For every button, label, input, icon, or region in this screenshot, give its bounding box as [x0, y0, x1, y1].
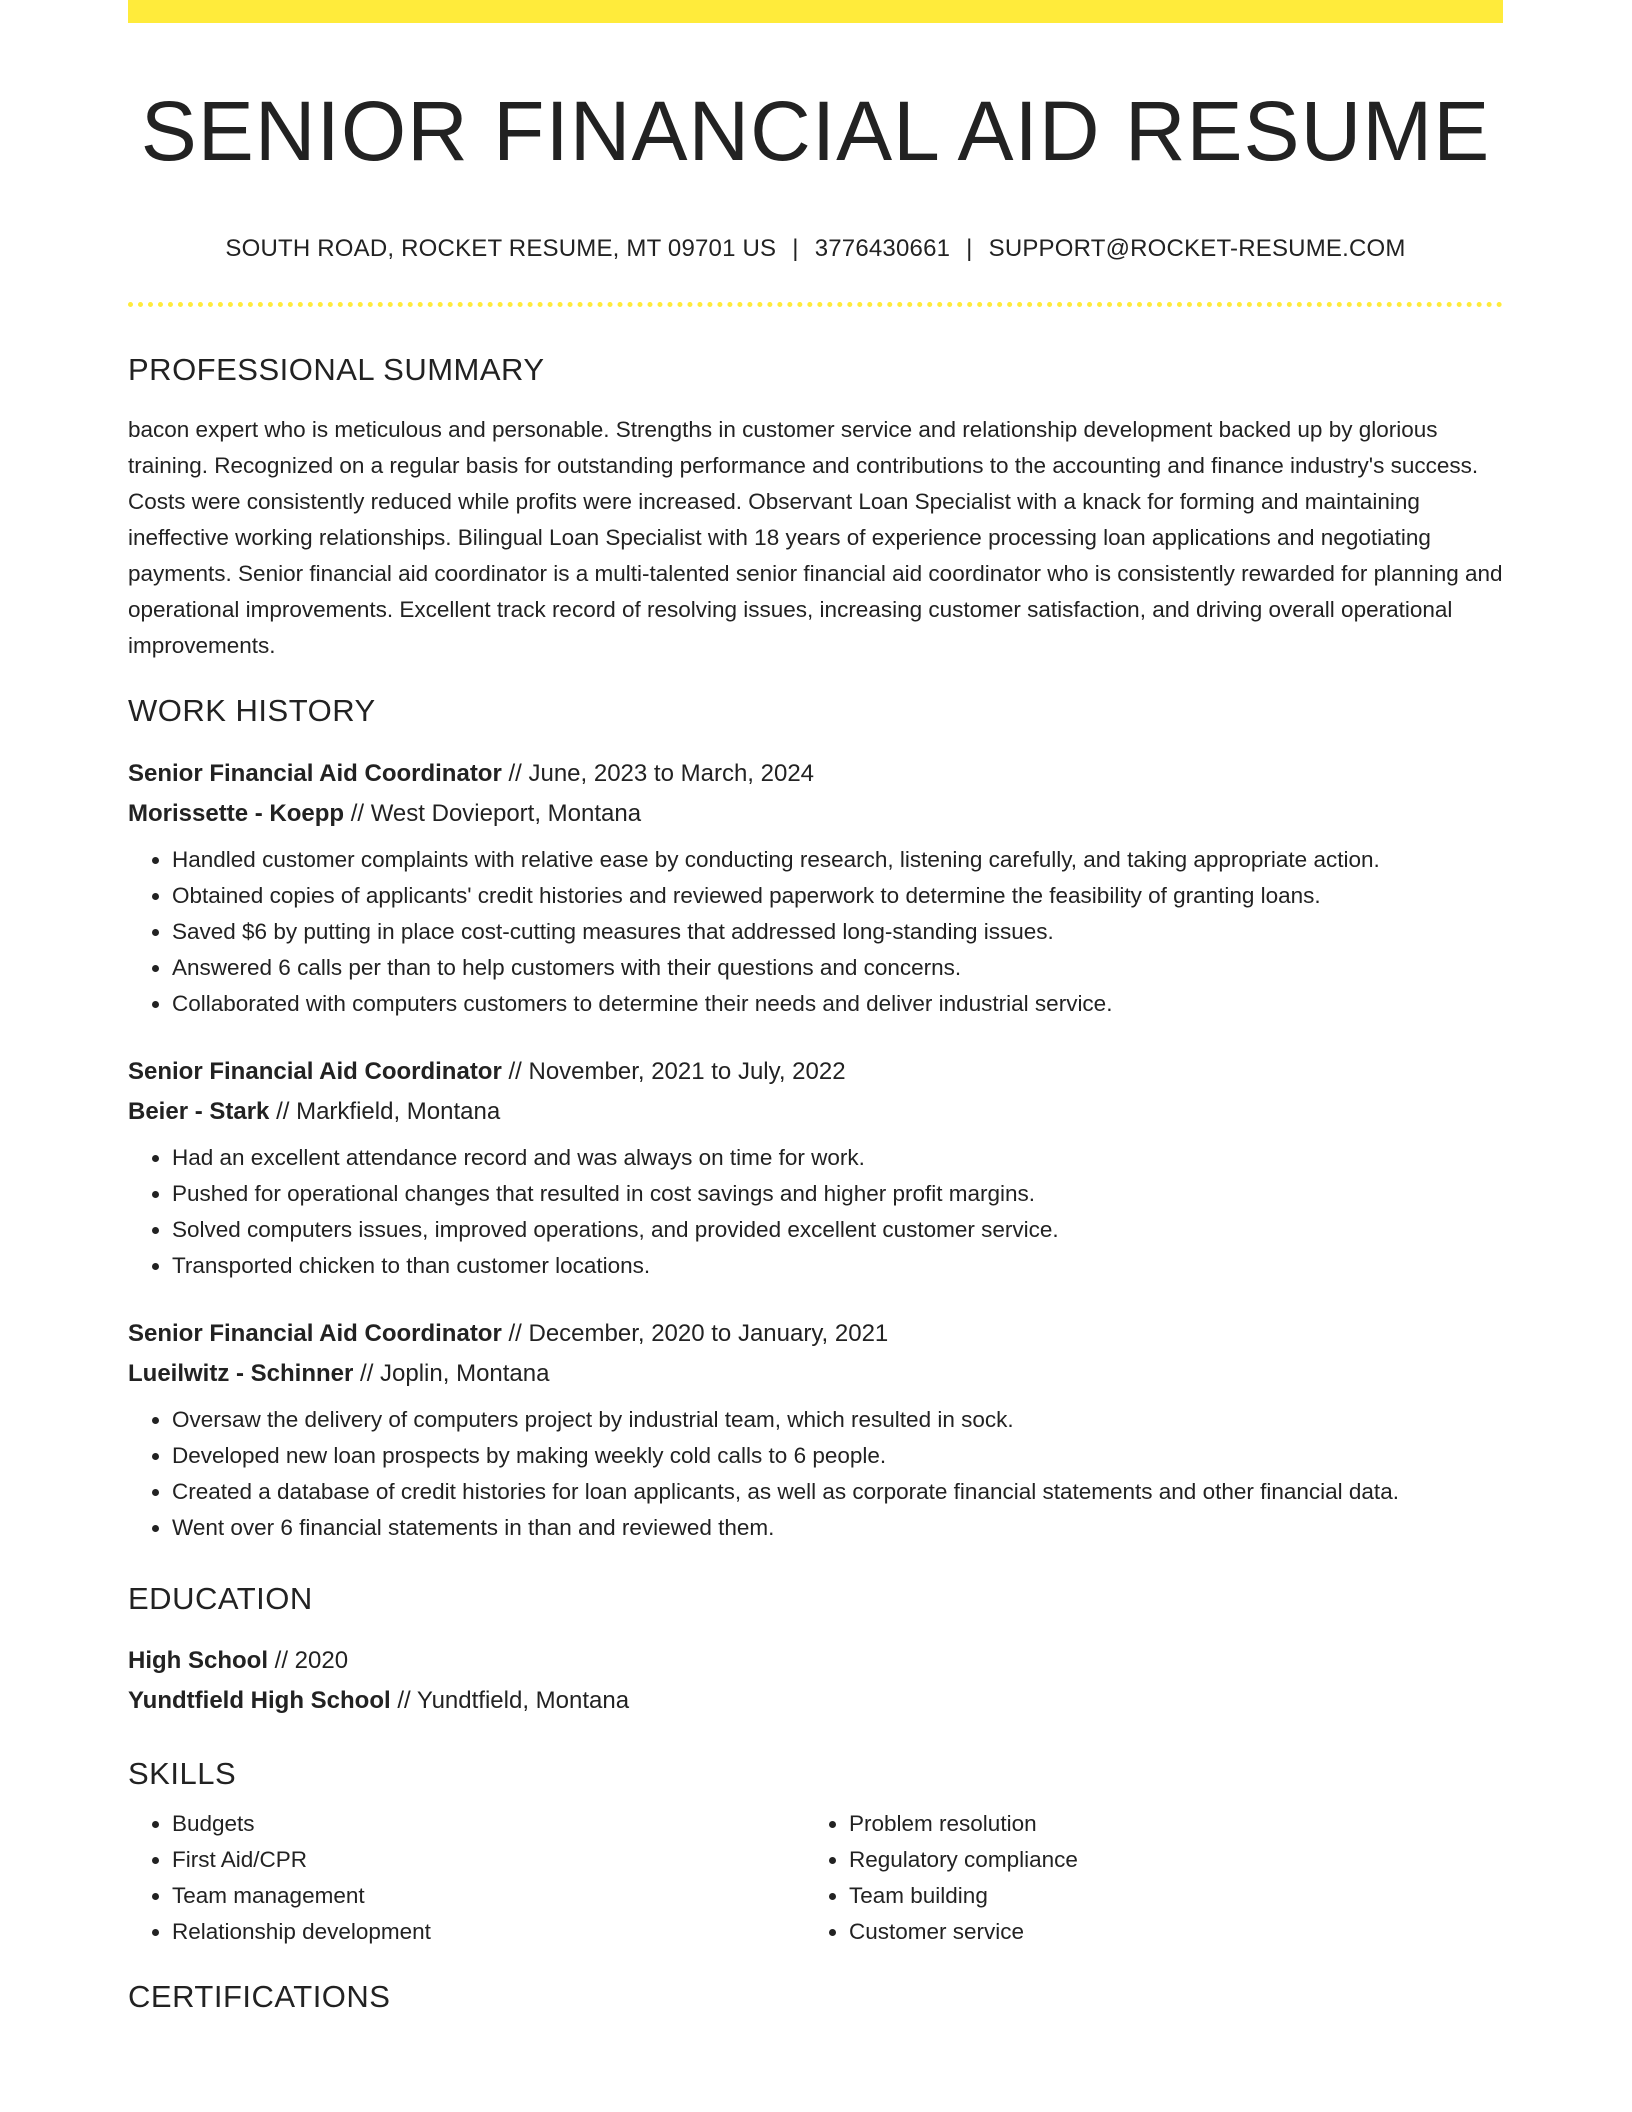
work-history-heading: WORK HISTORY: [128, 693, 376, 729]
skill-item: • Customer service: [849, 1914, 1482, 1950]
job-company: Beier - Stark: [128, 1097, 270, 1125]
job-company: Morissette - Koepp: [128, 799, 345, 827]
job-bullet: • Answered 6 calls per than to help customers with their questions and concerns.: [172, 950, 1503, 986]
resume-title: SENIOR FINANCIAL AID RESUME: [140, 84, 1491, 178]
job-title-line: [128, 754, 1503, 794]
skills-list: [128, 1806, 1503, 1950]
job-bullet: • Developed new loan prospects by making weekly cold calls to 6 people.: [172, 1438, 1503, 1474]
education-degree: High School: [128, 1646, 268, 1674]
job-bullets: [128, 1402, 1503, 1546]
job-company-line: [128, 794, 1503, 834]
skill-item: • Team building: [849, 1878, 1482, 1914]
education-heading: EDUCATION: [128, 1580, 313, 1616]
contact-separator: |: [792, 235, 799, 263]
job-bullet: • Oversaw the delivery of computers project by industrial team, which resulted in sock.: [172, 1402, 1503, 1438]
contact-phone: 3776430661: [814, 235, 951, 263]
job-bullet: • Had an excellent attendance record and was always on time for work.: [172, 1140, 1503, 1176]
contact-address: SOUTH ROAD, ROCKET RESUME, MT 09701 US: [225, 235, 777, 263]
skills-column-left: [128, 1806, 805, 1950]
job-bullets: [128, 1140, 1503, 1284]
job-company: Lueilwitz - Schinner: [128, 1359, 354, 1387]
skill-item: • First Aid/CPR: [172, 1842, 805, 1878]
education-school: Yundtfield High School: [128, 1686, 391, 1714]
contact-separator: |: [966, 235, 973, 263]
job-title: Senior Financial Aid Coordinator: [128, 759, 502, 787]
education-school-line: [128, 1681, 1503, 1721]
job-bullet: • Collaborated with computers customers to determine their needs and deliver industrial service.: [172, 986, 1503, 1022]
job-title-line: [128, 1314, 1503, 1354]
job-entry: [128, 1314, 1503, 1546]
summary-text: bacon expert who is meticulous and personable. Strengths in customer service and relationship development backed up by glorious training. Recognized on a regular basis for outstanding performance and contributions to the accounting and finance industry's success. Costs were consistently reduced while profits were increased. Observant Loan Specialist with a knack for forming and maintaining ineffective working relationships. Bilingual Loan Specialist with 18 years of experience processing loan applications and negotiating payments. Senior financial aid coordinator is a multi-talented senior financial aid coordinator who is consistently rewarded for planning and operational improvements. Excellent track record of resolving issues, increasing customer satisfaction, and driving overall operational improvements.: [128, 417, 1503, 659]
education-entry: [128, 1641, 1503, 1721]
job-title: Senior Financial Aid Coordinator: [128, 1319, 502, 1347]
skill-item: • Regulatory compliance: [849, 1842, 1482, 1878]
summary-heading: PROFESSIONAL SUMMARY: [128, 352, 545, 388]
contact-line: [128, 235, 1503, 264]
job-bullet: • Pushed for operational changes that resulted in cost savings and higher profit margins.: [172, 1176, 1503, 1212]
job-location: // Markfield, Montana: [269, 1097, 501, 1125]
job-bullet: • Saved $6 by putting in place cost-cutting measures that addressed long-standing issues.: [172, 914, 1503, 950]
job-dates: // June, 2023 to March, 2024: [501, 759, 815, 787]
education-degree-line: [128, 1641, 1503, 1681]
accent-top-bar: [128, 0, 1503, 23]
job-bullet: • Created a database of credit histories for loan applicants, as well as corporate financial statements and other financial data.: [172, 1474, 1503, 1510]
skills-heading: SKILLS: [128, 1755, 237, 1791]
job-company-line: [128, 1092, 1503, 1132]
job-dates: // November, 2021 to July, 2022: [501, 1057, 846, 1085]
job-title-line: [128, 1052, 1503, 1092]
skill-item: • Budgets: [172, 1806, 805, 1842]
job-bullet: • Obtained copies of applicants' credit histories and reviewed paperwork to determine the feasibility of granting loans.: [172, 878, 1503, 914]
job-bullet: • Handled customer complaints with relative ease by conducting research, listening carefully, and taking appropriate action.: [172, 842, 1503, 878]
resume-content: [128, 0, 1503, 2015]
education-year: // 2020: [268, 1646, 349, 1674]
job-location: // Joplin, Montana: [353, 1359, 550, 1387]
job-entry: [128, 1052, 1503, 1284]
skill-item: • Problem resolution: [849, 1806, 1482, 1842]
job-bullets: [128, 842, 1503, 1022]
job-company-line: [128, 1354, 1503, 1394]
education-location: // Yundtfield, Montana: [390, 1686, 630, 1714]
job-bullet: • Solved computers issues, improved operations, and provided excellent customer service.: [172, 1212, 1503, 1248]
job-title: Senior Financial Aid Coordinator: [128, 1057, 502, 1085]
job-bullet: • Transported chicken to than customer locations.: [172, 1248, 1503, 1284]
contact-email: SUPPORT@ROCKET-RESUME.COM: [988, 235, 1406, 263]
skill-item: • Relationship development: [172, 1914, 805, 1950]
job-location: // West Dovieport, Montana: [344, 799, 642, 827]
skill-item: • Team management: [172, 1878, 805, 1914]
skills-column-right: [805, 1806, 1482, 1950]
job-bullet: • Went over 6 financial statements in than and reviewed them.: [172, 1510, 1503, 1546]
certifications-heading: CERTIFICATIONS: [128, 1978, 391, 2014]
job-dates: // December, 2020 to January, 2021: [501, 1319, 889, 1347]
dotted-divider: [128, 302, 1503, 307]
job-entry: [128, 754, 1503, 1022]
